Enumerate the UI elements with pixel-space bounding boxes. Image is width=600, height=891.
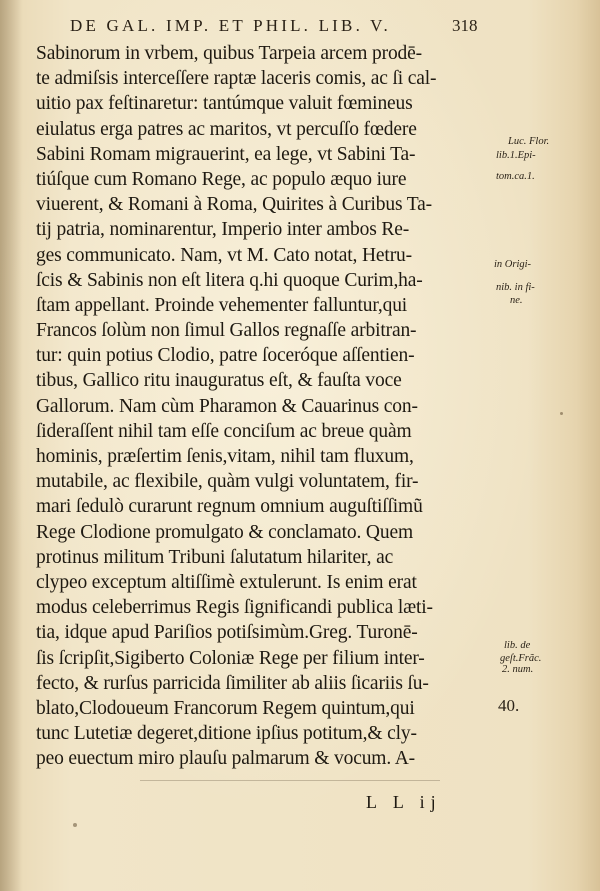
- text-line: ſtam appellant. Proinde vehementer falluntur,qui: [36, 294, 408, 316]
- signature-mark: L L ij: [366, 792, 442, 812]
- text-line: eiulatus erga patres ac maritos, vt percuſſo fœdere: [36, 118, 417, 140]
- margin-note-citation: [500, 640, 541, 676]
- text-line: mari ſedulò curarunt regnum omnium auguſtiſſimũ: [36, 496, 423, 518]
- page-number: 318: [452, 16, 478, 35]
- text-line: uitio pax feſtinaretur: tantúmque valuit fœmineus: [36, 93, 413, 115]
- margin-notes: [492, 0, 600, 891]
- text-line: protinus militum Tribuni ſalutatum hilariter, ac: [36, 546, 394, 568]
- margin-line-number: [498, 697, 519, 715]
- margin-note-line: 40.: [498, 696, 520, 715]
- text-line: te admiſsis interceſſere raptæ laceris comis, ac ſi cal-: [36, 68, 437, 90]
- text-line: mutabile, ac flexibile, quàm vulgi voluntatem, fir-: [36, 471, 419, 493]
- text-line: viuerent, & Romani à Roma, Quirites à Curibus Ta-: [36, 194, 433, 216]
- running-head-title: DE GAL. IMP. ET PHIL. LIB. V.: [70, 16, 391, 35]
- text-line: tibus, Gallico ritu inauguratus eſt, & fauſta voce: [36, 370, 402, 392]
- margin-note-line: lib. de: [504, 640, 531, 651]
- text-line: Sabini Romam migrauerint, ea lege, vt Sabini Ta-: [36, 143, 416, 165]
- text-line: Rege Clodione promulgato & conclamato. Quem: [36, 521, 413, 543]
- margin-note-citation: [496, 136, 549, 183]
- text-line: tij patria, nominarentur, Imperio inter ambos Re-: [36, 219, 410, 241]
- text-line: blato,Clodoueum Francorum Regem quintum,qui: [36, 697, 415, 719]
- text-line: clypeo exceptum altiſſimè extulerunt. Is enim erat: [36, 571, 417, 593]
- text-line: modus celeberrimus Regis ſignificandi publica læti-: [36, 597, 433, 619]
- binding-shadow: [0, 0, 22, 891]
- ink-speck: [560, 412, 563, 415]
- text-line: Francos ſolùm non ſimul Gallos regnaſſe arbitran-: [36, 320, 417, 342]
- text-line: tunc Lutetiæ degeret,ditione ipſius potitum,& cly-: [36, 723, 417, 745]
- text-line: ſcis & Sabinis non eſt litera q.hi quoque Curim,ha-: [36, 269, 423, 291]
- text-line: fecto, & rurſus parricida ſimiliter ab aliis ſicariis ſu-: [36, 672, 429, 694]
- text-line: tia, idque apud Pariſios potiſsimùm.Greg. Turonē-: [36, 622, 418, 644]
- text-line: tur: quin potius Clodio, patre ſoceróque aſſentien-: [36, 345, 415, 367]
- text-line: tiúſque cum Romano Rege, ac populo æquo iure: [36, 168, 407, 190]
- text-line: Sabinorum in vrbem, quibus Tarpeia arcem prodē-: [36, 43, 422, 64]
- margin-note-line: ne.: [510, 295, 523, 306]
- margin-note-citation: [492, 259, 535, 307]
- text-line: ſideraſſent nihil tam eſſe conciſum ac breue quàm: [36, 420, 412, 442]
- ink-speck: [73, 823, 77, 827]
- margin-note-line: 2. num.: [502, 664, 534, 675]
- margin-note-line: geſt.Frãc.: [500, 652, 542, 664]
- margin-note-line: Luc. Flor.: [508, 136, 550, 147]
- text-line: ges communicato. Nam, vt M. Cato notat, Hetru-: [36, 244, 412, 266]
- margin-note-line: lib.1.Epi-: [496, 149, 536, 161]
- text-line: Gallorum. Nam cùm Pharamon & Cauarinus con-: [36, 395, 418, 417]
- text-line: ſis ſcripſit,Sigiberto Coloniæ Rege per filium inter-: [36, 647, 425, 669]
- body-text: [36, 41, 506, 771]
- margin-note-line: in Origi-: [494, 259, 532, 270]
- text-line: hominis, præſertim ſenis,vitam, nihil tam fluxum,: [36, 446, 414, 467]
- margin-note-line: tom.ca.1.: [496, 171, 535, 182]
- text-line: peo euectum miro plauſu palmarum & vocum. A-: [36, 748, 415, 770]
- rule-line: [140, 780, 440, 781]
- margin-note-line: nib. in fi-: [496, 281, 535, 293]
